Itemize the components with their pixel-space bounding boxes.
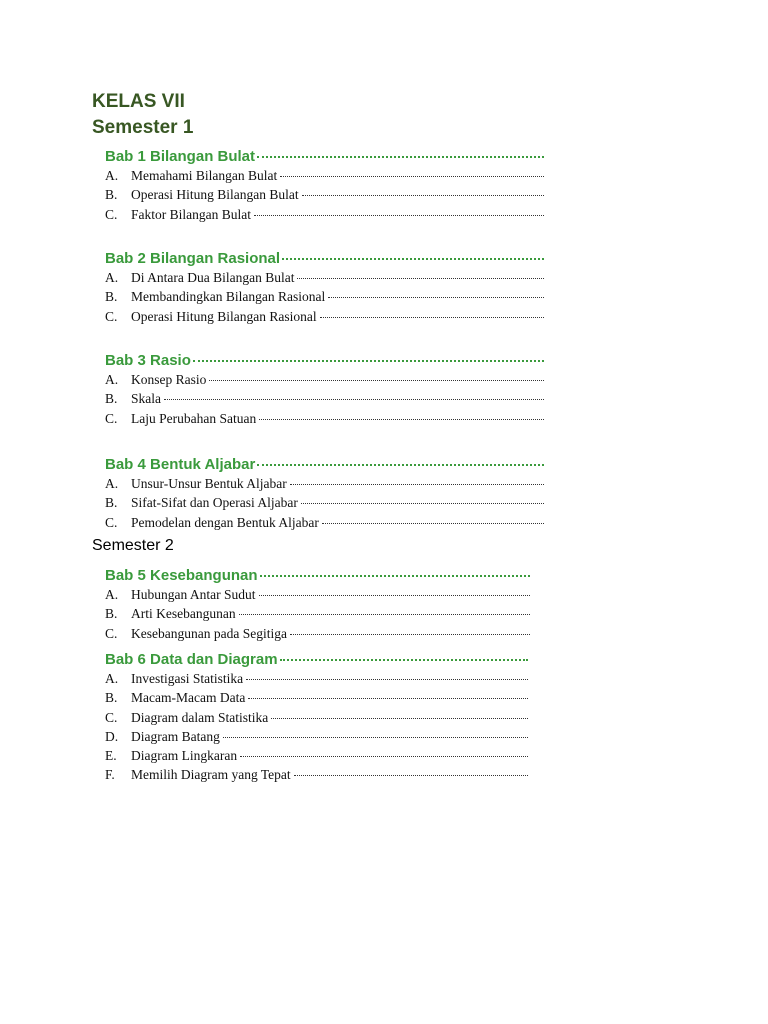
dot-leader: [280, 176, 544, 177]
item-text: Operasi Hitung Bilangan Rasional: [131, 308, 317, 324]
dot-leader: [240, 756, 528, 757]
item-text: Pemodelan dengan Bentuk Aljabar: [131, 514, 319, 530]
item-text: Macam-Macam Data: [131, 690, 246, 706]
list-item: [105, 205, 544, 224]
list-item: [105, 746, 528, 765]
semester-1-heading: Semester 1: [92, 117, 194, 138]
item-letter: C.: [105, 206, 118, 222]
chapter-3: [105, 351, 544, 428]
chapter-title: Bab 2 Bilangan Rasional: [105, 250, 281, 267]
item-text: Diagram Lingkaran: [131, 748, 238, 764]
item-letter: B.: [105, 690, 118, 706]
item-text: Sifat-Sifat dan Operasi Aljabar: [131, 495, 298, 511]
chapter-6: [105, 650, 528, 785]
list-item: [105, 166, 544, 185]
item-letter: C.: [105, 410, 118, 426]
dot-leader: [297, 278, 544, 279]
dot-leader: [259, 419, 544, 420]
item-text: Diagram dalam Statistika: [131, 709, 269, 725]
semester-2-heading: Semester 2: [92, 537, 174, 554]
list-item: [105, 585, 530, 604]
dot-leader: [290, 484, 544, 485]
dot-leader: [322, 523, 544, 524]
chapter-5: [105, 566, 530, 643]
dot-leader: [257, 156, 544, 158]
chapter-title: Bab 5 Kesebangunan: [105, 567, 258, 584]
item-text: Hubungan Antar Sudut: [131, 587, 256, 602]
dot-leader: [302, 195, 544, 196]
chapter-heading: [105, 351, 544, 370]
item-text: Memahami Bilangan Bulat: [131, 168, 278, 183]
list-item: [105, 389, 544, 408]
chapter-1: [105, 147, 544, 224]
list-item: [105, 708, 528, 727]
item-letter: B.: [105, 289, 118, 305]
item-letter: A.: [105, 671, 119, 686]
dot-leader: [259, 595, 531, 596]
dot-leader: [320, 317, 544, 318]
dot-leader: [328, 297, 544, 298]
item-letter: F.: [105, 767, 115, 783]
list-item: [105, 307, 544, 326]
dot-leader: [254, 215, 544, 216]
item-letter: C.: [105, 308, 118, 324]
item-text: Memilih Diagram yang Tepat: [131, 767, 291, 783]
item-text: Kesebangunan pada Segitiga: [131, 625, 287, 641]
item-letter: E.: [105, 748, 117, 764]
dot-leader: [193, 360, 544, 362]
item-letter: D.: [105, 728, 119, 744]
chapter-heading: [105, 249, 544, 268]
dot-leader: [246, 679, 528, 680]
chapter-heading: [105, 455, 544, 474]
dot-leader: [164, 399, 544, 400]
list-item: [105, 287, 544, 306]
dot-leader: [257, 464, 544, 466]
chapter-title: Bab 4 Bentuk Aljabar: [105, 456, 256, 473]
item-text: Faktor Bilangan Bulat: [131, 206, 251, 222]
item-letter: B.: [105, 187, 118, 203]
item-text: Diagram Batang: [131, 728, 220, 744]
item-text: Investigasi Statistika: [131, 671, 244, 686]
dot-leader: [223, 737, 528, 738]
dot-leader: [290, 634, 530, 635]
page-title: KELAS VII: [92, 91, 185, 112]
item-letter: C.: [105, 625, 118, 641]
item-letter: A.: [105, 587, 119, 602]
item-letter: A.: [105, 476, 119, 491]
chapter-title: Bab 6 Data dan Diagram: [105, 651, 278, 668]
chapter-title: Bab 3 Rasio: [105, 352, 191, 369]
chapter-heading: [105, 147, 544, 166]
item-letter: B.: [105, 606, 118, 622]
item-text: Laju Perubahan Satuan: [131, 410, 257, 426]
list-item: [105, 370, 544, 389]
item-text: Di Antara Dua Bilangan Bulat: [131, 270, 295, 285]
list-item: [105, 513, 544, 532]
item-letter: A.: [105, 270, 119, 285]
dot-leader: [294, 775, 528, 776]
item-text: Unsur-Unsur Bentuk Aljabar: [131, 476, 287, 491]
list-item: [105, 185, 544, 204]
item-letter: B.: [105, 495, 118, 511]
chapter-heading: [105, 566, 530, 585]
list-item: [105, 604, 530, 623]
chapter-title: Bab 1 Bilangan Bulat: [105, 148, 256, 165]
dot-leader: [301, 503, 544, 504]
item-text: Arti Kesebangunan: [131, 606, 236, 622]
item-letter: C.: [105, 709, 118, 725]
list-item: [105, 765, 528, 784]
item-letter: C.: [105, 514, 118, 530]
dot-leader: [248, 698, 528, 699]
dot-leader: [282, 258, 544, 260]
dot-leader: [280, 659, 528, 661]
list-item: [105, 493, 544, 512]
dot-leader: [239, 614, 530, 615]
item-text: Konsep Rasio: [131, 372, 207, 387]
chapter-heading: [105, 650, 528, 669]
item-text: Skala: [131, 391, 161, 407]
list-item: [105, 474, 544, 493]
item-text: Operasi Hitung Bilangan Bulat: [131, 187, 299, 203]
item-text: Membandingkan Bilangan Rasional: [131, 289, 326, 305]
chapter-2: [105, 249, 544, 326]
dot-leader: [271, 718, 528, 719]
item-letter: A.: [105, 372, 119, 387]
list-item: [105, 688, 528, 707]
dot-leader: [209, 380, 544, 381]
list-item: [105, 409, 544, 428]
list-item: [105, 624, 530, 643]
list-item: [105, 727, 528, 746]
item-letter: A.: [105, 168, 119, 183]
chapter-4: [105, 455, 544, 532]
list-item: [105, 268, 544, 287]
list-item: [105, 669, 528, 688]
dot-leader: [260, 575, 530, 577]
item-letter: B.: [105, 391, 118, 407]
